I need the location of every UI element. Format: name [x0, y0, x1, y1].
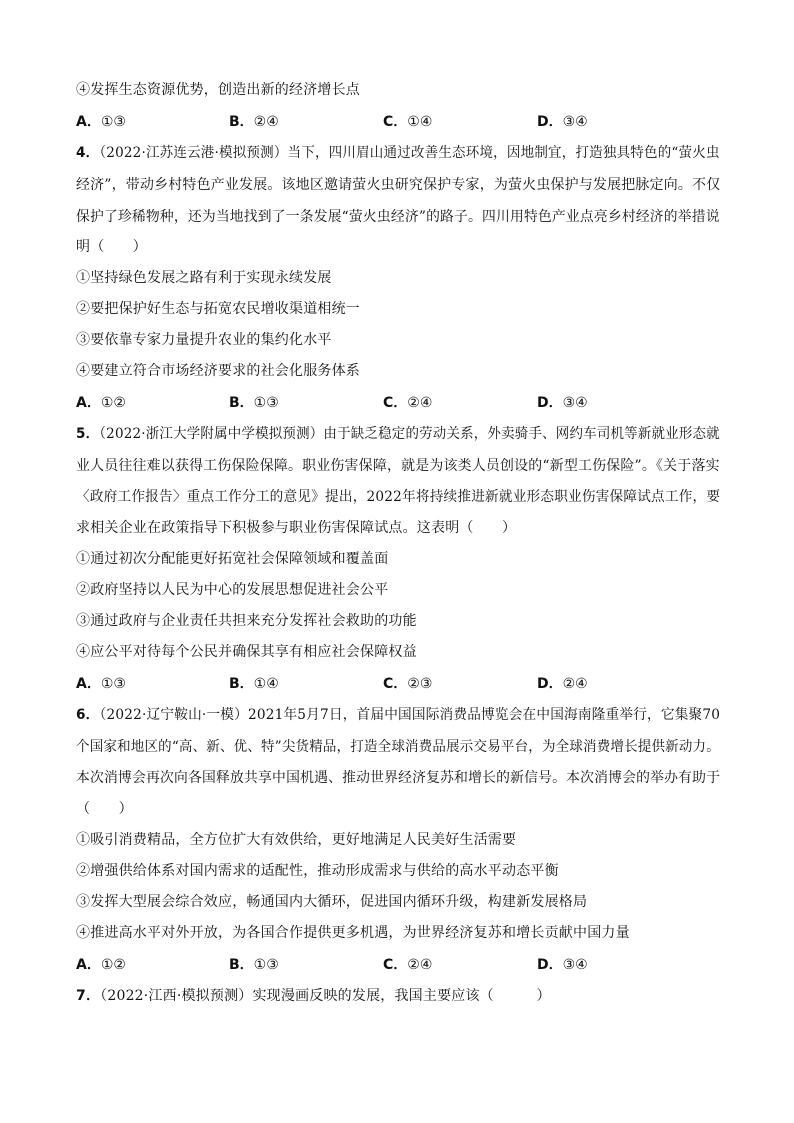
q4-stem-line-2: 经济”，带动乡村特色产业发展。该地区邀请萤火虫研究保护专家，为萤火虫保护与发展把脉定向。不仅: [76, 177, 721, 193]
q5-statement-4: ④应公平对待每个公民并确保其享有相应社会保障权益: [76, 644, 417, 660]
q6-number: 6．: [76, 707, 100, 723]
q4-stem-line-4: 明（ ）: [76, 239, 147, 255]
q4-statement-2: ②要把保护好生态与拓宽农民增收渠道相统一: [76, 301, 360, 317]
q5-option-b: B．①④: [229, 676, 279, 692]
q5-stem-line-1: 5．（2022·浙江大学附属中学模拟预测）由于缺乏稳定的劳动关系，外卖骑手、网约车司机等新就业形态就: [76, 426, 720, 442]
q6-stem-line-3: 本次消博会再次向各国释放共享中国机遇、推动世界经济复苏和增长的新信号。本次消博会的举办有助于: [76, 770, 721, 786]
q6-statement-2: ②增强供给体系对国内需求的适配性，推动形成需求与供给的高水平动态平衡: [76, 863, 559, 879]
q5-stem-line-2: 业人员往往难以获得工伤保险保障。职业伤害保障，就是为该类人员创设的“新型工伤保险”。《关于落实: [76, 458, 720, 474]
q4-statement-4: ④要建立符合市场经济要求的社会化服务体系: [76, 363, 360, 379]
q4-stem-line-3: 保护了珍稀物种，还为当地找到了一条发展“萤火虫经济”的路子。四川用特色产业点亮乡村经济的举措说: [76, 209, 720, 225]
q3-option-c: C．①④: [383, 114, 433, 130]
q4-stem-line-1: 4．（2022·江苏连云港·模拟预测）当下，四川眉山通过改善生态环境，因地制宜，打造独具特色的“萤火虫: [76, 145, 720, 161]
q3-statement-4: ④发挥生态资源优势，创造出新的经济增长点: [76, 82, 360, 98]
q4-option-b: B．①③: [229, 395, 279, 411]
q6-option-a: A．①②: [76, 957, 126, 973]
q6-option-c: C．②④: [383, 957, 433, 973]
q6-stem-line-1: 6．（2022·辽宁鞍山·一模）2021年5月7日，首届中国国际消费品博览会在中国海南隆重举行，它集聚70: [76, 707, 721, 723]
q5-statement-3: ③通过政府与企业责任共担来充分发挥社会救助的功能: [76, 613, 417, 629]
q3-option-b: B．②④: [229, 114, 279, 130]
q5-statement-2: ②政府坚持以人民为中心的发展思想促进社会公平: [76, 582, 389, 598]
q4-statement-3: ③要依靠专家力量提升农业的集约化水平: [76, 332, 332, 348]
q3-option-a: A．①③: [76, 114, 126, 130]
q4-option-a: A．①②: [76, 395, 126, 411]
q5-option-d: D．②④: [537, 676, 588, 692]
q6-option-b: B．①③: [229, 957, 279, 973]
q3-options: [76, 112, 720, 132]
q4-number: 4．: [76, 145, 100, 161]
q7-stem-line-1: 7．（2022·江西·模拟预测）实现漫画反映的发展，我国主要应该（ ）: [76, 988, 551, 1004]
q5-statement-1: ①通过初次分配能更好拓宽社会保障领域和覆盖面: [76, 551, 389, 567]
q6-statement-1: ①吸引消费精品，全方位扩大有效供给，更好地满足人民美好生活需要: [76, 832, 517, 848]
q6-options: [76, 955, 720, 975]
q4-statement-1: ①坚持绿色发展之路有利于实现永续发展: [76, 270, 332, 286]
q6-statement-3: ③发挥大型展会综合效应，畅通国内大循环，促进国内循环升级，构建新发展格局: [76, 894, 588, 910]
q5-option-a: A．①③: [76, 676, 126, 692]
q5-stem-line-3: 〈政府工作报告〉重点工作分工的意见》提出，2022年将持续推进新就业形态职业伤害保障试点工作，要: [76, 489, 721, 505]
q5-option-c: C．②③: [383, 676, 433, 692]
q4-options: [76, 393, 720, 413]
q5-number: 5．: [76, 426, 100, 442]
q3-option-d: D．③④: [537, 114, 588, 130]
q6-stem-line-4: （ ）: [76, 801, 133, 817]
q6-option-d: D．③④: [537, 957, 588, 973]
q4-option-c: C．②④: [383, 395, 433, 411]
q7-number: 7．: [76, 988, 101, 1004]
q6-statement-4: ④推进高水平对外开放，为各国合作提供更多机遇，为世界经济复苏和增长贡献中国力量: [76, 925, 630, 941]
q5-options: [76, 674, 720, 694]
q6-stem-line-2: 个国家和地区的“高、新、优、特”尖货精品，打造全球消费品展示交易平台，为全球消费增长提供新动力。: [76, 739, 720, 755]
q4-option-d: D．③④: [537, 395, 588, 411]
q5-stem-line-4: 求相关企业在政策指导下积极参与职业伤害保障试点。这表明（ ）: [76, 520, 517, 536]
